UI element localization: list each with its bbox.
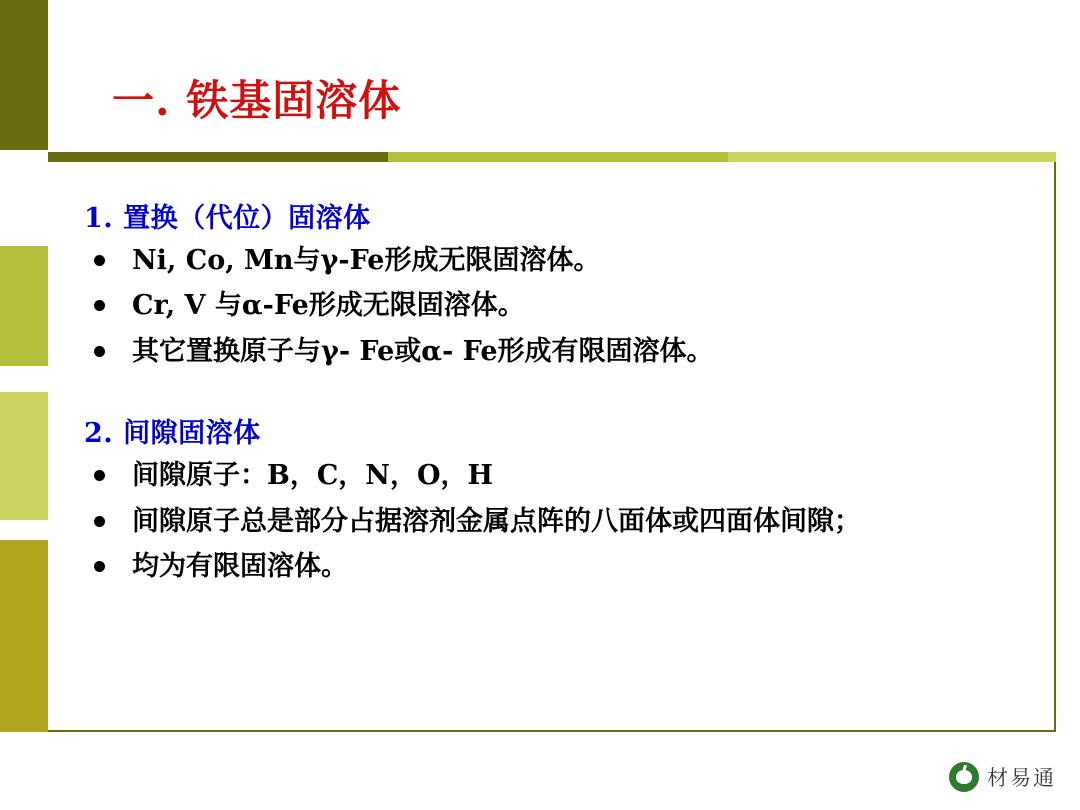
list-item [84,502,1034,541]
section-heading-1: 1. 置换（代位）固溶体 [84,203,371,234]
slide-content [84,196,1034,592]
bullet-dot-icon [94,516,105,527]
list-item-text: Ni, Co, Mn与γ-Fe形成无限固溶体。 [132,245,601,276]
rail-block-3 [0,246,48,366]
list-item-text: 间隙原子总是部分占据溶剂金属点阵的八面体或四面体间隙； [132,505,861,537]
bullet-dot-icon [94,346,105,357]
title-divider [48,152,1056,162]
divider-segment-light [728,152,1056,162]
page-title: 一. 铁基固溶体 [112,76,402,125]
left-decorative-rail [0,0,48,810]
list-item [84,286,1034,325]
section-gap [84,377,1034,411]
bullet-dot-icon [94,255,105,266]
bullet-dot-icon [94,300,105,311]
wechat-badge-icon [949,762,979,792]
list-item [84,332,1034,371]
list-item-text: Cr, V 与α-Fe形成无限固溶体。 [132,290,525,322]
rail-block-4 [0,366,48,392]
rail-block-2 [0,150,48,246]
list-item-text: 间隙原子：B，C，N，O，H [132,460,494,492]
list-item [84,456,1034,495]
list-item-text: 均为有限固溶体。 [132,551,348,583]
rail-block-8 [0,732,48,810]
list-item [84,241,1034,280]
divider-segment-dark [48,152,388,162]
rail-block-6 [0,520,48,540]
list-item [84,547,1034,586]
section-substitutional [84,196,1034,371]
section-interstitial [84,411,1034,586]
bullet-dot-icon [94,561,105,572]
bullet-dot-icon [94,470,105,481]
watermark [949,762,1056,792]
watermark-text: 材易通 [987,766,1056,790]
rail-block-5 [0,392,48,520]
bullet-list-1 [84,241,1034,371]
rail-block-7 [0,540,48,732]
rail-block-1 [0,0,48,150]
section-heading-2: 2. 间隙固溶体 [84,418,261,450]
list-item-text: 其它置换原子与γ- Fe或α- Fe形成有限固溶体。 [132,335,714,367]
divider-segment-mid [388,152,728,162]
bullet-list-2 [84,456,1034,586]
